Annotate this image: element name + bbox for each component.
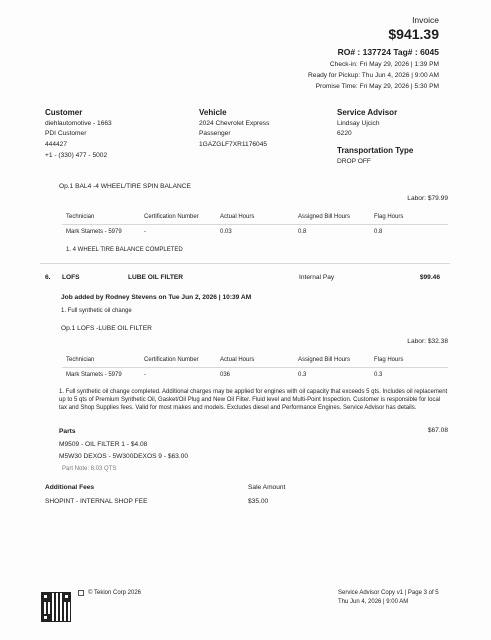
fee-item: SHOPINT - INTERNAL SHOP FEE bbox=[45, 498, 148, 505]
job-name: LUBE OIL FILTER bbox=[128, 274, 184, 281]
vehicle-heading: Vehicle bbox=[199, 108, 227, 117]
parts-heading: Parts bbox=[59, 428, 76, 435]
cell-bill-hours: 0.8 bbox=[298, 229, 307, 235]
advisor-heading: Service Advisor bbox=[337, 108, 398, 117]
op-note-long: 1. Full synthetic oil change completed. Additional charges may be applied for engines with oil capacity that exceeds 5 qts. Includes oil replacement up to 5 qts of Premium Synthetic Oil, Gasket/Oil Plug and New Oil Filter. Fluid level and Multi-Point Inspection. Customer is responsible for local tax and Shop Supplies fees. Valid for most makes and models. Excludes diesel and Performance Engines. Service Advisor has details. bbox=[59, 389, 448, 412]
cell-certification: - bbox=[144, 372, 146, 378]
cell-certification: - bbox=[144, 229, 146, 235]
col-bill-hours: Assigned Bill Hours bbox=[298, 214, 351, 220]
fee-amount: $35.00 bbox=[248, 498, 269, 505]
ro-tag-line: RO# : 137724 Tag# : 6045 bbox=[337, 47, 439, 57]
invoice-total: $941.39 bbox=[388, 26, 439, 42]
job-code: LOFS bbox=[62, 274, 80, 281]
job-amount: $99.46 bbox=[419, 274, 440, 281]
divider bbox=[62, 367, 448, 368]
doc-label: Invoice bbox=[412, 15, 439, 25]
col-flag-hours: Flag Hours bbox=[374, 214, 404, 220]
job-number: 6. bbox=[45, 274, 51, 281]
job-added-by: Job added by Rodney Stevens on Tue Jun 2, 2026 | 10:39 AM bbox=[61, 294, 252, 301]
col-certification: Certification Number bbox=[144, 214, 199, 220]
col-technician: Technician bbox=[66, 357, 95, 363]
check-in-time: Check-in: Fri May 29, 2026 | 1:39 PM bbox=[329, 61, 439, 68]
copy-page-line: Service Advisor Copy v1 | Page 3 of 5 bbox=[338, 590, 439, 596]
cell-technician: Mark Stamets - 5979 bbox=[66, 372, 122, 378]
part-line: M5W30 DEXOS - 5W300DEXOS 9 - $63.00 bbox=[59, 453, 188, 460]
copyright: © Tekion Corp 2026 bbox=[88, 590, 142, 596]
customer-heading: Customer bbox=[45, 108, 83, 117]
part-note: Part Note: 8.03 QTS bbox=[62, 466, 117, 472]
op-title: Op.1 LOFS -LUBE OIL FILTER bbox=[61, 325, 152, 332]
parts-total: $67.08 bbox=[427, 427, 448, 434]
job-pay-type: Internal Pay bbox=[299, 274, 335, 281]
cell-flag-hours: 0.3 bbox=[374, 372, 383, 378]
footer-date: Thu Jun 4, 2026 | 9:00 AM bbox=[338, 599, 409, 605]
part-line: M9509 - OIL FILTER 1 - $4.08 bbox=[59, 441, 148, 448]
customer-line: PDI Customer bbox=[45, 130, 87, 137]
col-flag-hours: Flag Hours bbox=[374, 357, 404, 363]
cell-actual-hours: 036 bbox=[220, 372, 231, 378]
divider bbox=[62, 224, 448, 225]
cell-technician: Mark Stamets - 5979 bbox=[66, 229, 122, 235]
transport-value: DROP OFF bbox=[337, 158, 371, 165]
cell-flag-hours: 0.8 bbox=[374, 229, 383, 235]
col-bill-hours: Assigned Bill Hours bbox=[298, 357, 351, 363]
cell-bill-hours: 0.3 bbox=[298, 372, 307, 378]
vehicle-line: 2024 Chevrolet Express bbox=[199, 120, 270, 127]
transport-heading: Transportation Type bbox=[337, 146, 414, 155]
col-certification: Certification Number bbox=[144, 357, 199, 363]
customer-line: 444427 bbox=[45, 141, 68, 148]
advisor-name: Lindsay Ujcich bbox=[337, 120, 380, 127]
col-actual-hours: Actual Hours bbox=[220, 214, 255, 220]
job-description: 1. Full synthetic oil change bbox=[61, 308, 132, 314]
qr-code bbox=[41, 592, 71, 622]
promise-time: Promise Time: Fri May 29, 2026 | 5:30 PM bbox=[315, 83, 439, 90]
labor-amount: Labor: $79.99 bbox=[407, 195, 448, 202]
col-technician: Technician bbox=[66, 214, 95, 220]
cell-actual-hours: 0.03 bbox=[220, 229, 232, 235]
customer-phone: +1 - (330) 477 - 5002 bbox=[45, 152, 108, 159]
customer-line: diehlautomotive - 1663 bbox=[45, 120, 112, 127]
vehicle-vin: 1GAZGLF7XR1176045 bbox=[199, 141, 268, 148]
op-note: 1. 4 WHEEL TIRE BALANCE COMPLETED bbox=[66, 247, 183, 253]
fees-heading: Additional Fees bbox=[45, 484, 95, 491]
fees-amount-heading: Sale Amount bbox=[248, 484, 286, 491]
ready-time: Ready for Pickup: Thu Jun 4, 2026 | 9:00 AM bbox=[308, 72, 439, 79]
tekion-logo-icon bbox=[78, 590, 84, 596]
col-actual-hours: Actual Hours bbox=[220, 357, 255, 363]
vehicle-line: Passenger bbox=[199, 130, 231, 137]
section-divider bbox=[40, 263, 450, 264]
advisor-id: 6220 bbox=[337, 130, 352, 137]
labor-amount: Labor: $32.38 bbox=[407, 338, 448, 345]
op-title: Op.1 BAL4 -4 WHEEL/TIRE SPIN BALANCE bbox=[59, 183, 191, 190]
